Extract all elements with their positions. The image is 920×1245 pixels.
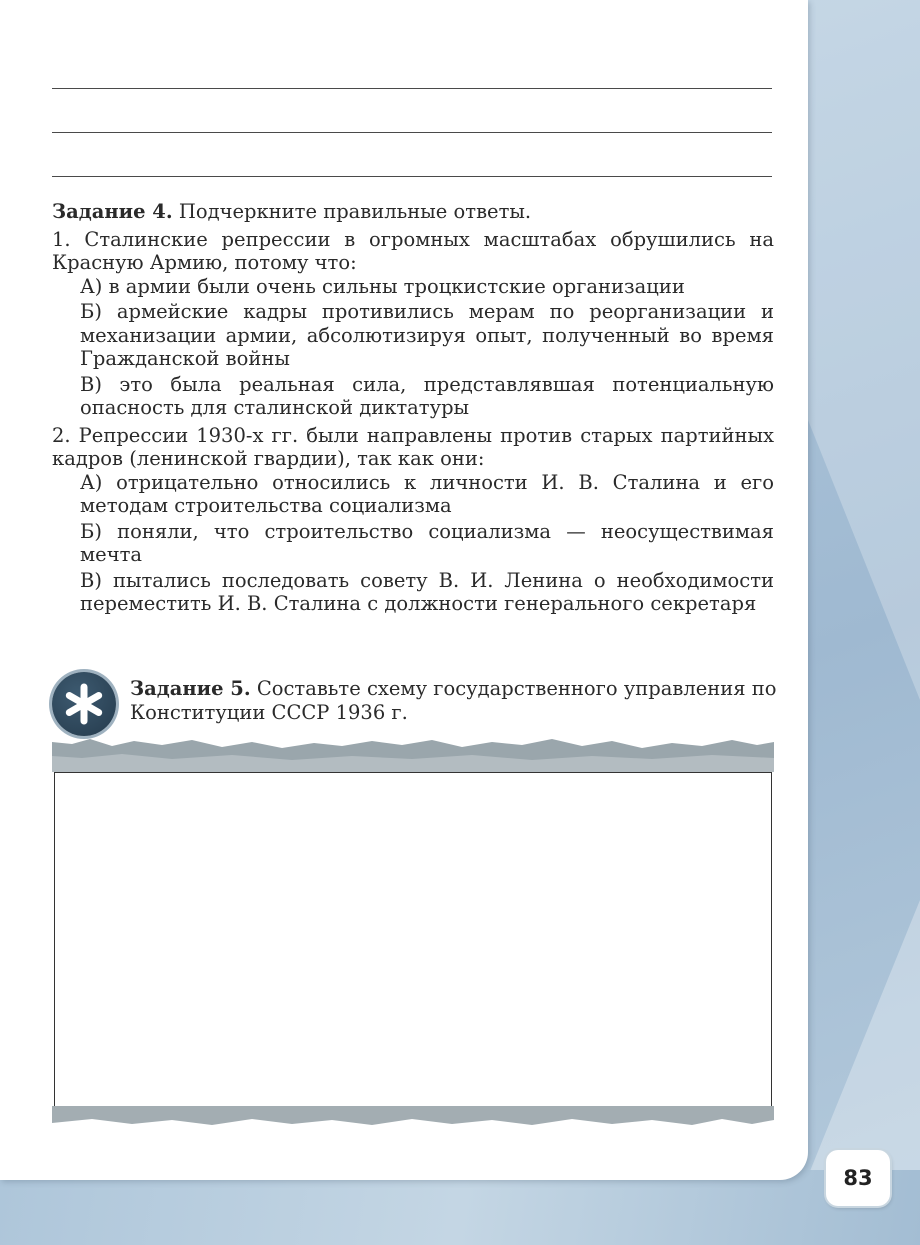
page-number: 83 xyxy=(826,1150,890,1206)
question-1-option-b[interactable]: Б) армейские кадры противились мерам по реорганизации и механизации армии, абсолютизируя опыт, полученный во время Гражданской войны xyxy=(80,300,774,370)
question-2-option-b[interactable]: Б) поняли, что строительство социализма — неосуществимая мечта xyxy=(80,519,774,566)
background-facet xyxy=(0,1170,920,1245)
writing-line-2[interactable] xyxy=(52,132,772,133)
task-4-instruction: Подчеркните правильные ответы. xyxy=(178,200,532,223)
task-4-heading xyxy=(52,200,774,224)
torn-paper-top xyxy=(52,736,774,772)
task-5-label: Задание 5. xyxy=(130,677,251,700)
question-2-option-a[interactable]: А) отрицательно относились к личности И. В. Сталина и его методам строительства социализма xyxy=(80,470,774,517)
task-5-heading xyxy=(130,677,780,724)
diagram-answer-box[interactable] xyxy=(54,772,772,1108)
question-2-option-c[interactable]: В) пытались последовать совету В. И. Ленина о необходимости переместить И. В. Сталина с должности генерального секретаря xyxy=(80,568,774,615)
task-5-instruction: Составьте схему государственного управления по Конституции СССР 1936 г. xyxy=(130,677,777,724)
writing-line-3[interactable] xyxy=(52,176,772,177)
task-4 xyxy=(52,200,774,616)
writing-line-1[interactable] xyxy=(52,88,772,89)
asterisk-icon xyxy=(52,672,116,736)
question-1-option-a[interactable]: А) в армии были очень сильны троцкистские организации xyxy=(80,274,685,298)
question-1-option-c[interactable]: В) это была реальная сила, представлявшая потенциальную опасность для сталинской диктатуры xyxy=(80,372,774,419)
task-4-label: Задание 4. xyxy=(52,200,173,223)
question-2: 2. Репрессии 1930-х гг. были направлены против старых партийных кадров (ленинской гвардии), так как они: xyxy=(52,423,774,470)
question-1: 1. Сталинские репрессии в огромных масштабах обрушились на Красную Армию, потому что: xyxy=(52,227,774,274)
torn-paper-bottom xyxy=(52,1106,774,1128)
